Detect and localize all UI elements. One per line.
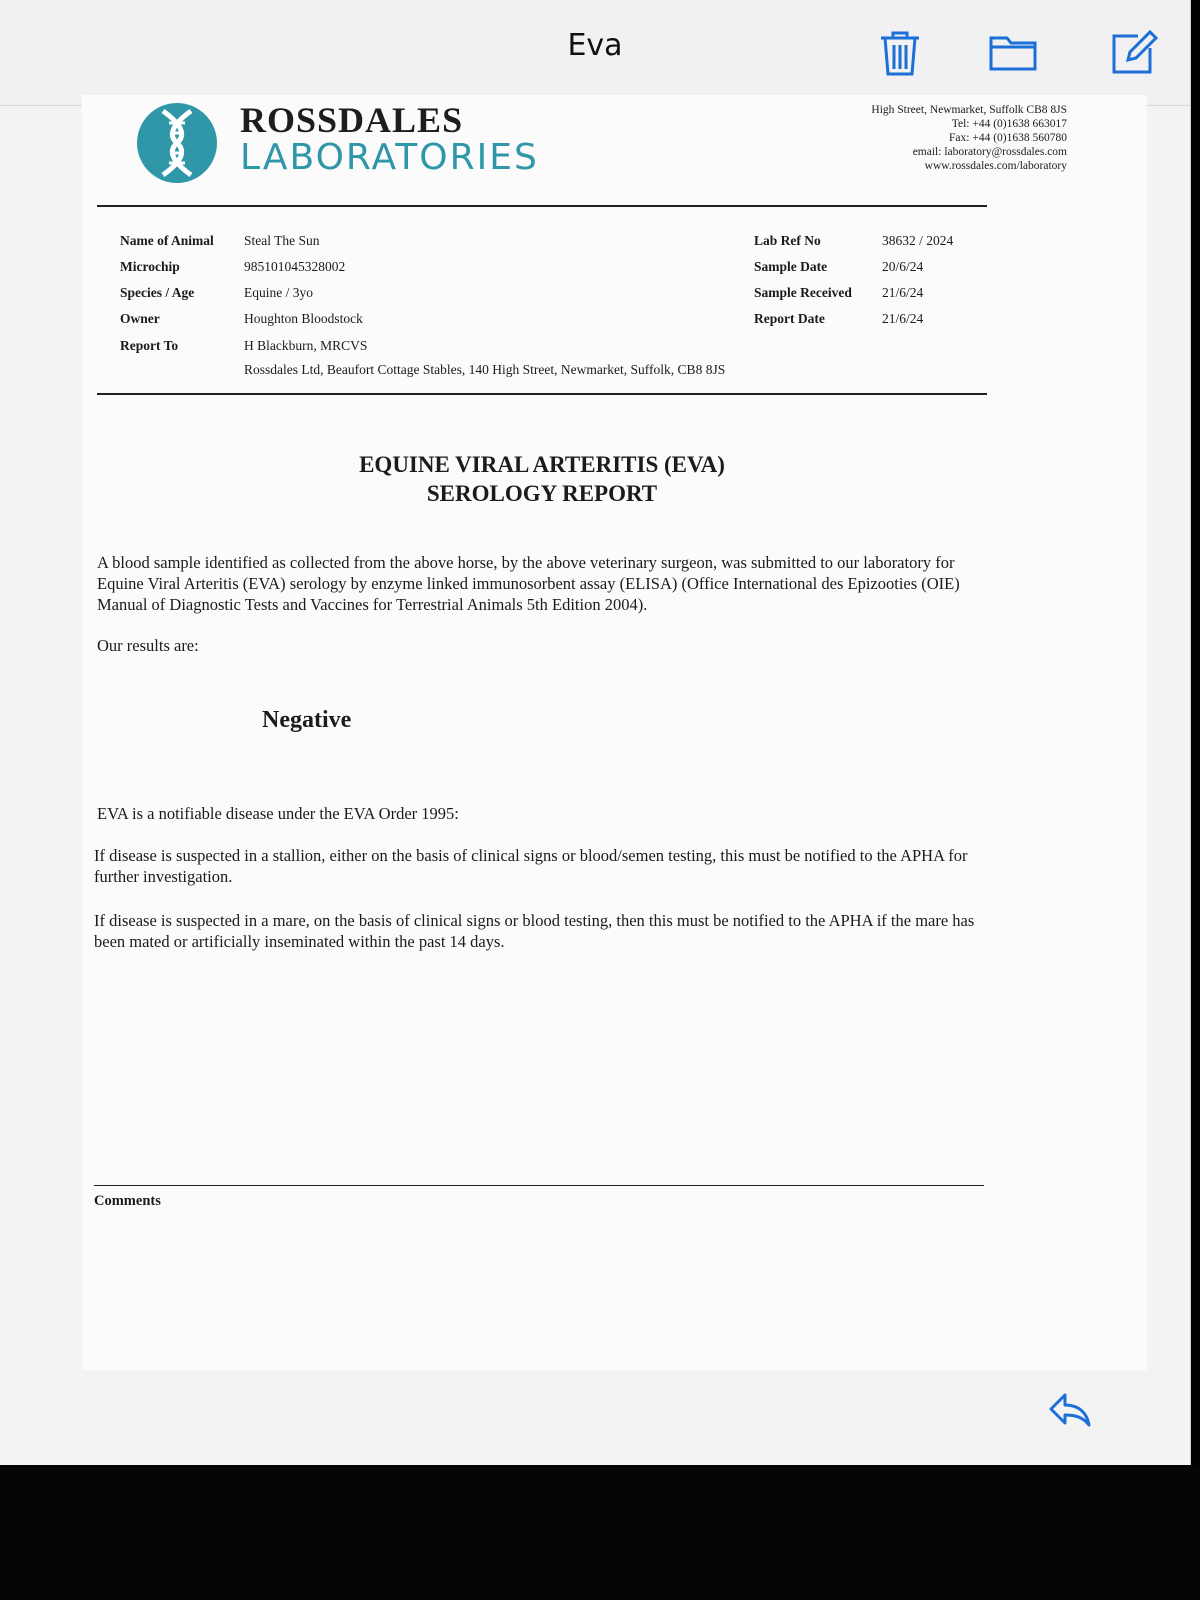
field-label: Sample Date	[754, 259, 828, 274]
field-label: Owner	[120, 311, 160, 326]
device-bezel	[0, 1465, 1200, 1600]
dna-logo-icon	[137, 103, 217, 183]
report-document	[82, 95, 1147, 1370]
field-label: Species / Age	[120, 285, 195, 300]
stallion-paragraph: If disease is suspected in a stallion, either on the basis of clinical signs or blood/semen testing, this must be notified to the APHA for further investigation.	[94, 846, 968, 886]
brand-line-2: LABORATORIES	[240, 137, 539, 178]
field-label: Name of Animal	[120, 233, 214, 248]
report-title: EQUINE VIRAL ARTERITIS (EVA)	[359, 452, 725, 477]
field-label: Lab Ref No	[754, 233, 821, 248]
field-label: Microchip	[120, 259, 180, 274]
reply-icon[interactable]	[1045, 1385, 1095, 1435]
field-value: H Blackburn, MRCVS	[244, 338, 368, 353]
comments-label: Comments	[94, 1193, 161, 1209]
folder-icon[interactable]	[988, 28, 1038, 78]
report-to-address: Rossdales Ltd, Beaufort Cottage Stables, 140 High Street, Newmarket, Suffolk, CB8 8JS	[244, 362, 726, 377]
top-toolbar	[0, 0, 1190, 106]
intro-paragraph: A blood sample identified as collected from the above horse, by the above veterinary surgeon, was submitted to our laboratory for Equine Viral Arteritis (EVA) serology by enzyme linked immunosorbent assay (ELISA) (Office International des Epizooties (OIE) Manual of Diagnostic Tests and Vaccines for Terrestrial Animals 5th Edition 2004).	[97, 553, 960, 614]
details-divider	[97, 393, 987, 395]
field-label: Report Date	[754, 311, 825, 326]
results-label: Our results are:	[97, 636, 199, 655]
field-value: 38632 / 2024	[882, 233, 954, 248]
field-value: 21/6/24	[882, 285, 924, 300]
notice-paragraph: EVA is a notifiable disease under the EVA Order 1995:	[97, 804, 459, 823]
field-label: Sample Received	[754, 285, 852, 300]
field-value: Equine / 3yo	[244, 285, 313, 300]
comments-divider	[94, 1185, 984, 1186]
header-divider	[97, 205, 987, 207]
field-value: 20/6/24	[882, 259, 924, 274]
trash-icon[interactable]	[875, 28, 925, 78]
report-subtitle: SEROLOGY REPORT	[426, 481, 658, 506]
field-value: 985101045328002	[244, 259, 346, 274]
message-title: Eva	[567, 28, 623, 63]
field-value: Houghton Bloodstock	[244, 311, 363, 326]
result-value: Negative	[262, 707, 352, 733]
field-label: Report To	[120, 338, 179, 353]
brand-line-1: ROSSDALES	[240, 100, 464, 140]
mare-paragraph: If disease is suspected in a mare, on the basis of clinical signs or blood testing, then this must be notified to the APHA if the mare has been mated or artificially inseminated within the past 14 days.	[94, 911, 975, 951]
compose-icon[interactable]	[1108, 28, 1158, 78]
field-value: Steal The Sun	[244, 233, 320, 248]
lab-address: High Street, Newmarket, Suffolk CB8 8JS Tel: +44 (0)1638 663017 Fax: +44 (0)1638 560780 email: laboratory@rossdales.com www.rossdales.com/laboratory	[871, 104, 1067, 172]
field-value: 21/6/24	[882, 311, 924, 326]
